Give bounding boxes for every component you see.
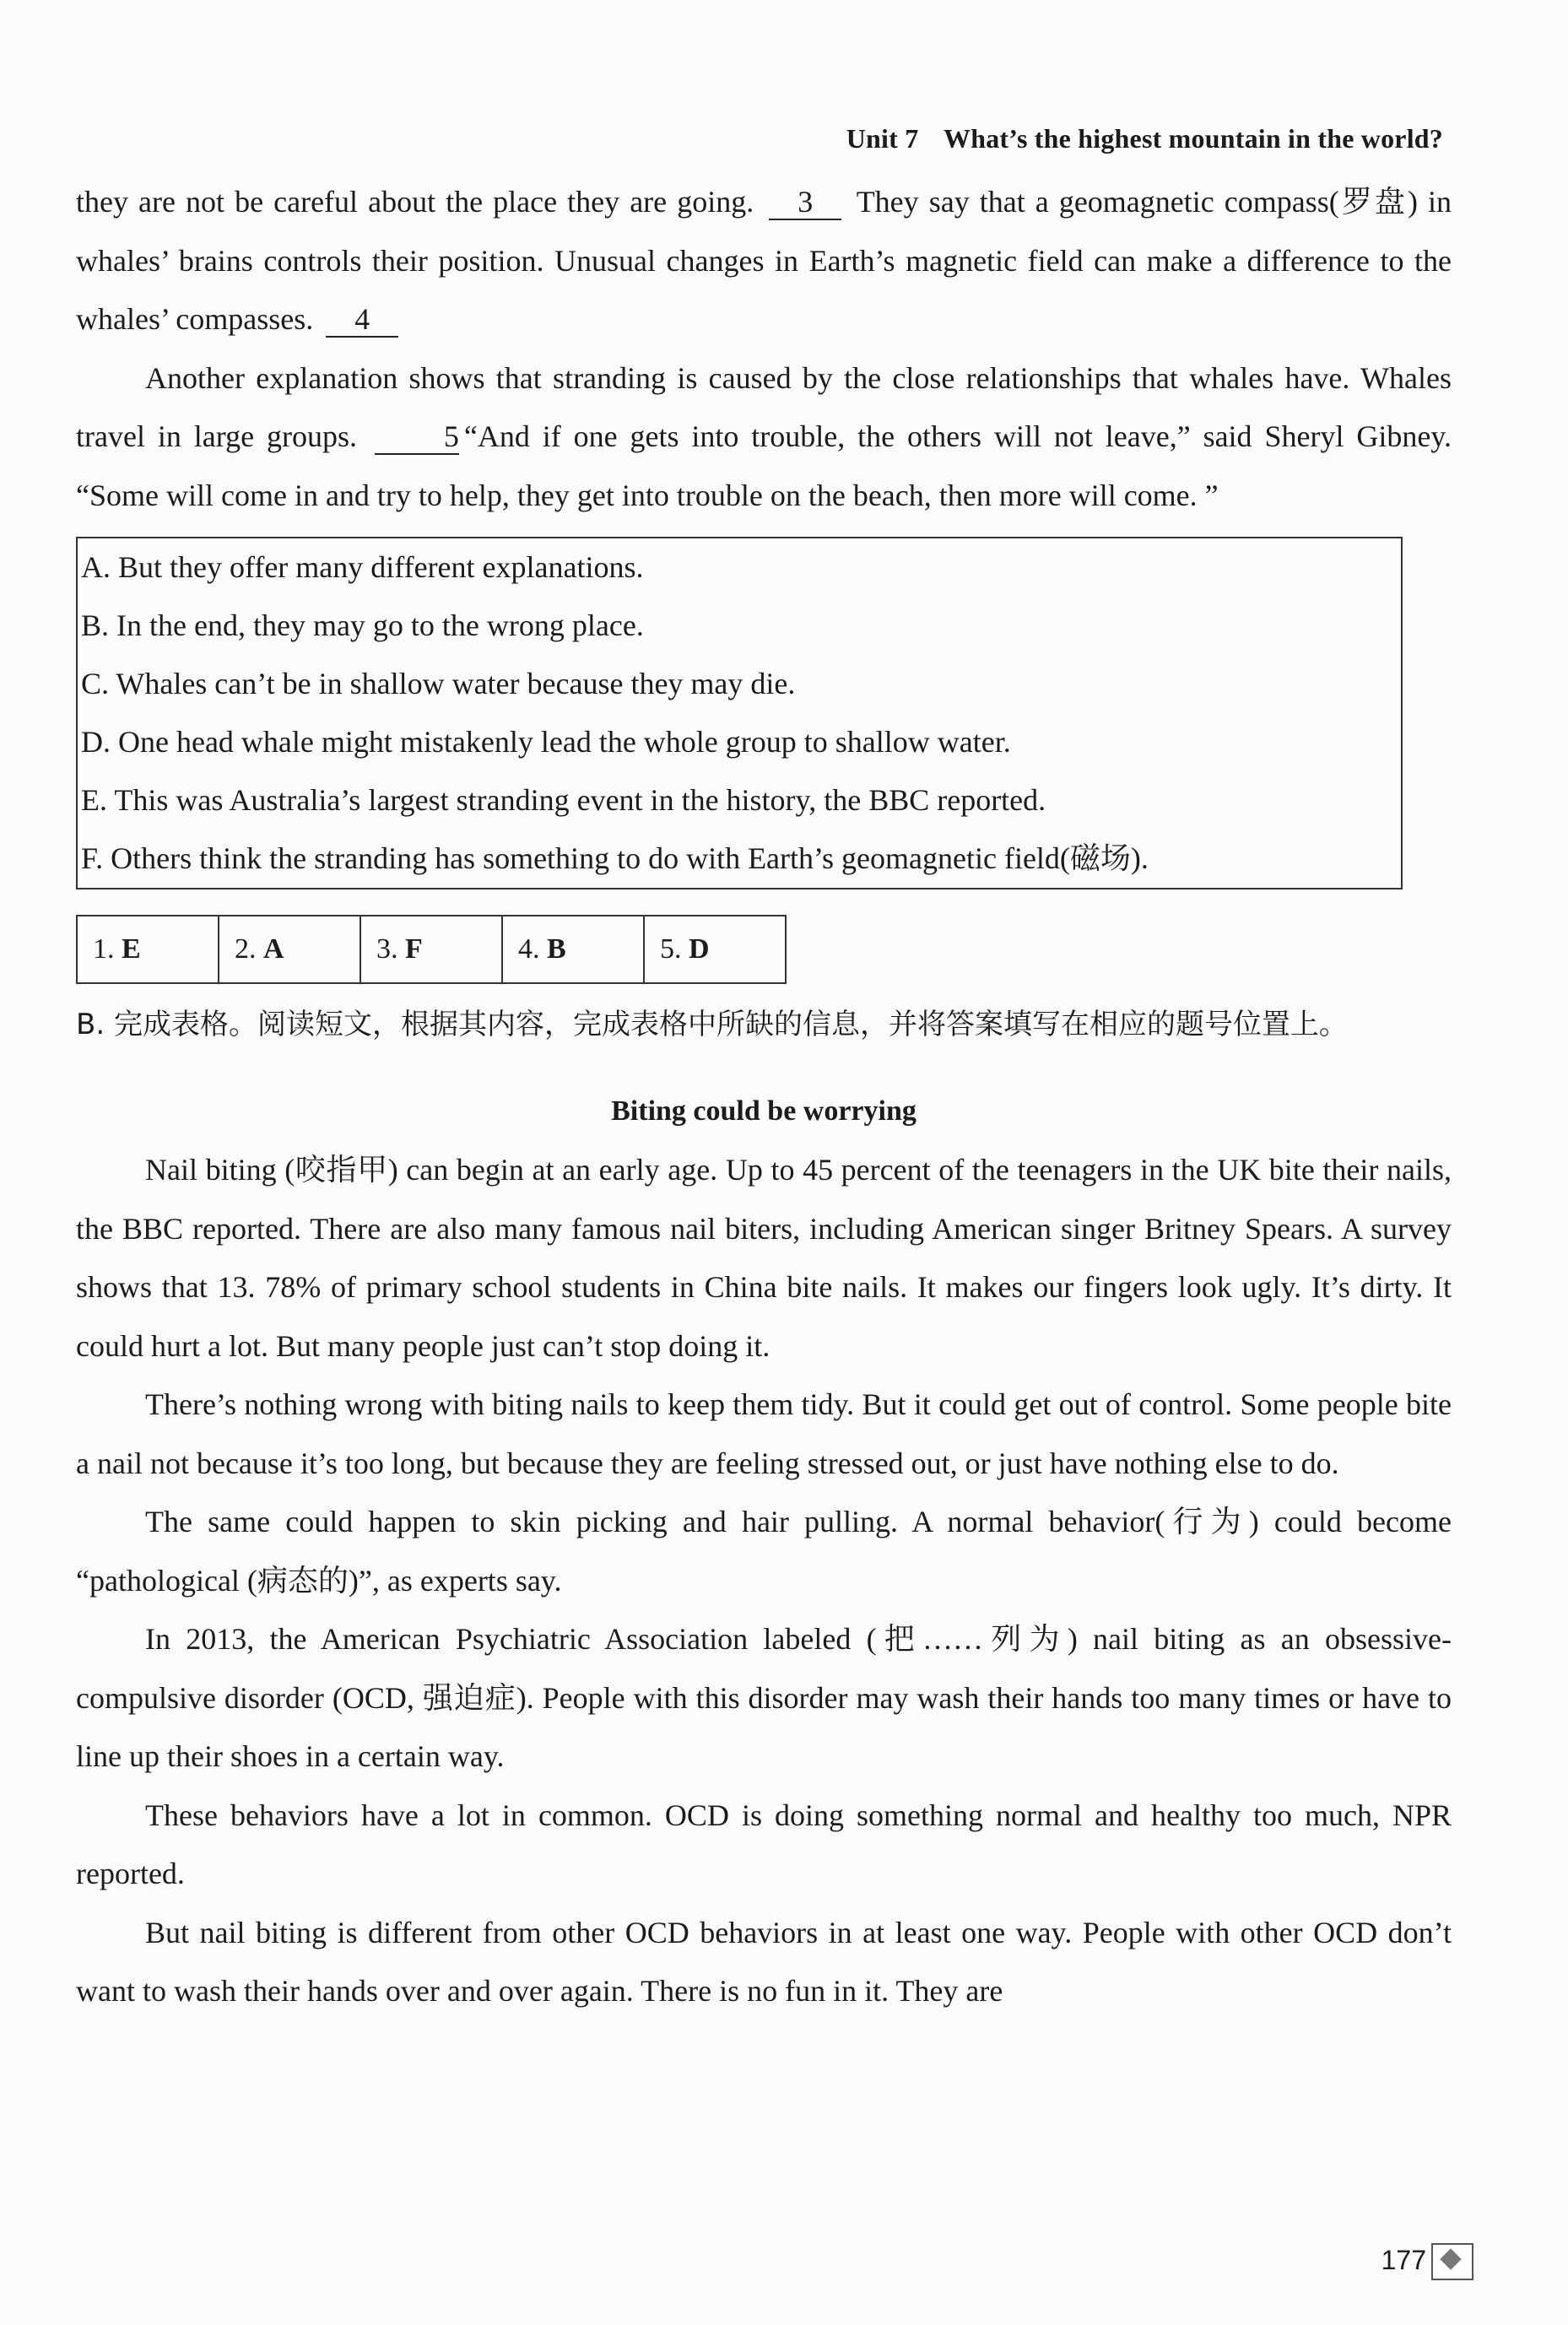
answer-cell: 4. B [502, 916, 644, 983]
unit-title: What’s the highest mountain in the world? [944, 123, 1443, 154]
section-b-instruction: B. 完成表格。阅读短文，根据其内容，完成表格中所缺的信息，并将答案填写在相应的题号位置上。 [76, 1008, 1348, 1041]
page-number: 177 [1381, 2245, 1426, 2275]
article-paragraph: These behaviors have a lot in common. OCD is doing something normal and healthy too much, NPR reported. [76, 1798, 1452, 1890]
diamond-icon [1431, 2243, 1473, 2280]
answer-blank: 5 [375, 419, 459, 455]
answer-cell: 2. A [219, 916, 360, 983]
unit-label: Unit 7 [846, 123, 919, 154]
answer-value: A [263, 933, 284, 965]
article-paragraph: Nail biting (咬指甲) can begin at an early age. Up to 45 percent of the teenagers in the UK bite their nails, the BBC reported. There are also many famous nail biters, including American singer Britney Spears. A survey shows that 13. 78% of primary school students in China bite nails. It makes our fingers look ugly. It’s dirty. It could hurt a lot. But many people just can’t stop doing it. [76, 1153, 1452, 1363]
article-paragraph: In 2013, the American Psychiatric Association labeled (把……列为) nail biting as an obsessive-compulsive disorder (OCD, 强迫症). People with this disorder may wash their hands too many times or have to line up their shoes in a certain way. [76, 1622, 1452, 1773]
answer-value: B [547, 933, 566, 965]
article-paragraph: The same could happen to skin picking and hair pulling. A normal behavior(行为) could become “pathological (病态的)”, as experts say. [76, 1505, 1452, 1598]
answer-blank: 3 [769, 185, 841, 220]
options-box [76, 537, 1403, 889]
answer-table [76, 915, 787, 984]
running-head [846, 123, 1443, 154]
page-content [76, 173, 1452, 2021]
passage-text: Another explanation shows that stranding is caused by the close relationships that whales have. Whales travel in large groups. [76, 360, 1452, 453]
answer-value: F [405, 933, 423, 965]
answer-blank: 4 [326, 302, 398, 338]
passage-text: They say that a geomagnetic compass(罗盘) in whales’ brains controls their position. Unusual changes in Earth’s magnetic field can make a difference to the whales’ compasses. [76, 185, 1452, 336]
answer-cell: 3. F [360, 916, 502, 983]
option-item: C. Whales can’t be in shallow water because they may die. [81, 667, 796, 700]
option-item: E. This was Australia’s largest stranding event in the history, the BBC reported. [81, 783, 1046, 817]
option-item: F. Others think the stranding has something to do with Earth’s geomagnetic field(磁场). [81, 841, 1149, 875]
option-item: B. In the end, they may go to the wrong place. [81, 608, 644, 642]
answer-cell: 5. D [644, 916, 786, 983]
passage-text: “And if one gets into trouble, the others will not leave,” said Sheryl Gibney. “Some will come in and try to help, they get into trouble on the beach, then more will come. ” [76, 419, 1452, 512]
answer-cell: 1. E [77, 916, 219, 983]
option-item: D. One head whale might mistakenly lead the whole group to shallow water. [81, 725, 1011, 759]
option-item: A. But they offer many different explanations. [81, 550, 644, 584]
passage-paragraph [76, 349, 1452, 526]
article-title: Biting could be worrying [611, 1095, 916, 1127]
article-paragraph: But nail biting is different from other OCD behaviors in at least one way. People with other OCD don’t want to wash their hands over and over again. There is no fun in it. They are [76, 1915, 1452, 2008]
answer-value: D [689, 933, 710, 965]
passage-text: they are not be careful about the place they are going. [76, 185, 754, 219]
answer-value: E [122, 933, 141, 965]
passage-paragraph [76, 173, 1452, 349]
article-paragraph: There’s nothing wrong with biting nails to keep them tidy. But it could get out of control. Some people bite a nail not because it’s too long, but because they are feeling stressed out, or just have nothing else to do. [76, 1387, 1452, 1480]
